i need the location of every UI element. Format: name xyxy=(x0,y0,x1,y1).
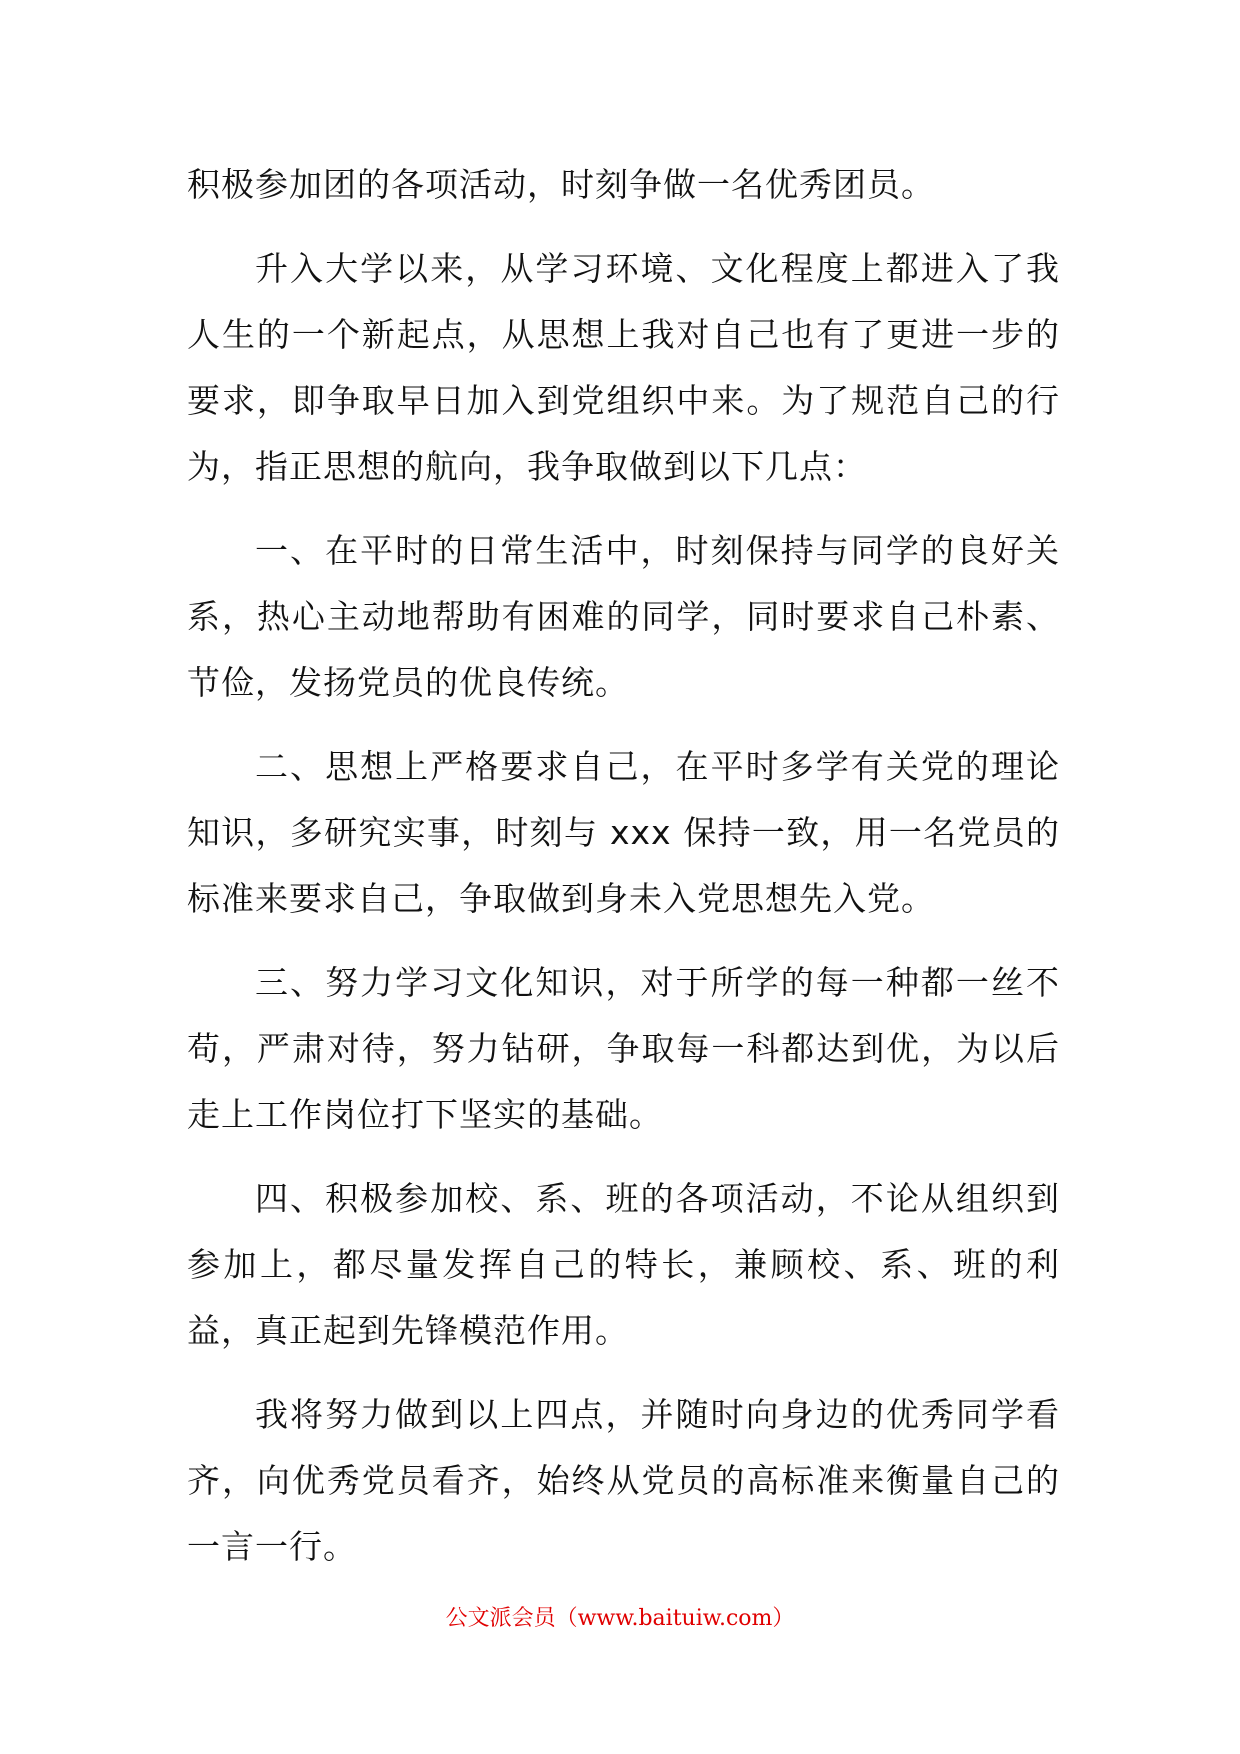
paragraph-4: 二、思想上严格要求自己，在平时多学有关党的理论知识，多研究实事，时刻与 xxx 保持一致，用一名党员的标准来要求自己，争取做到身未入党思想先入党。 xyxy=(187,747,1060,918)
paragraph-7: 我将努力做到以上四点，并随时向身边的优秀同学看齐，向优秀党员看齐，始终从党员的高标准来衡量自己的一言一行。 xyxy=(187,1395,1060,1566)
paragraph-5: 三、努力学习文化知识，对于所学的每一种都一丝不苟，严肃对待，努力钻研，争取每一科都达到优，为以后走上工作岗位打下坚实的基础。 xyxy=(187,963,1060,1134)
footer-watermark: 公文派会员（www.baituiw.com） xyxy=(445,1606,795,1631)
paragraph-6: 四、积极参加校、系、班的各项活动，不论从组织到参加上，都尽量发挥自己的特长，兼顾校、系、班的利益，真正起到先锋模范作用。 xyxy=(187,1179,1060,1350)
document-body xyxy=(187,152,1060,1598)
paragraph-3: 一、在平时的日常生活中，时刻保持与同学的良好关系，热心主动地帮助有困难的同学，同时要求自己朴素、节俭，发扬党员的优良传统。 xyxy=(187,531,1060,702)
paragraph-2: 升入大学以来，从学习环境、文化程度上都进入了我人生的一个新起点，从思想上我对自己也有了更进一步的要求，即争取早日加入到党组织中来。为了规范自己的行为，指正思想的航向，我争取做到以下几点： xyxy=(187,249,1060,486)
paragraph-1: 积极参加团的各项活动，时刻争做一名优秀团员。 xyxy=(187,165,935,204)
